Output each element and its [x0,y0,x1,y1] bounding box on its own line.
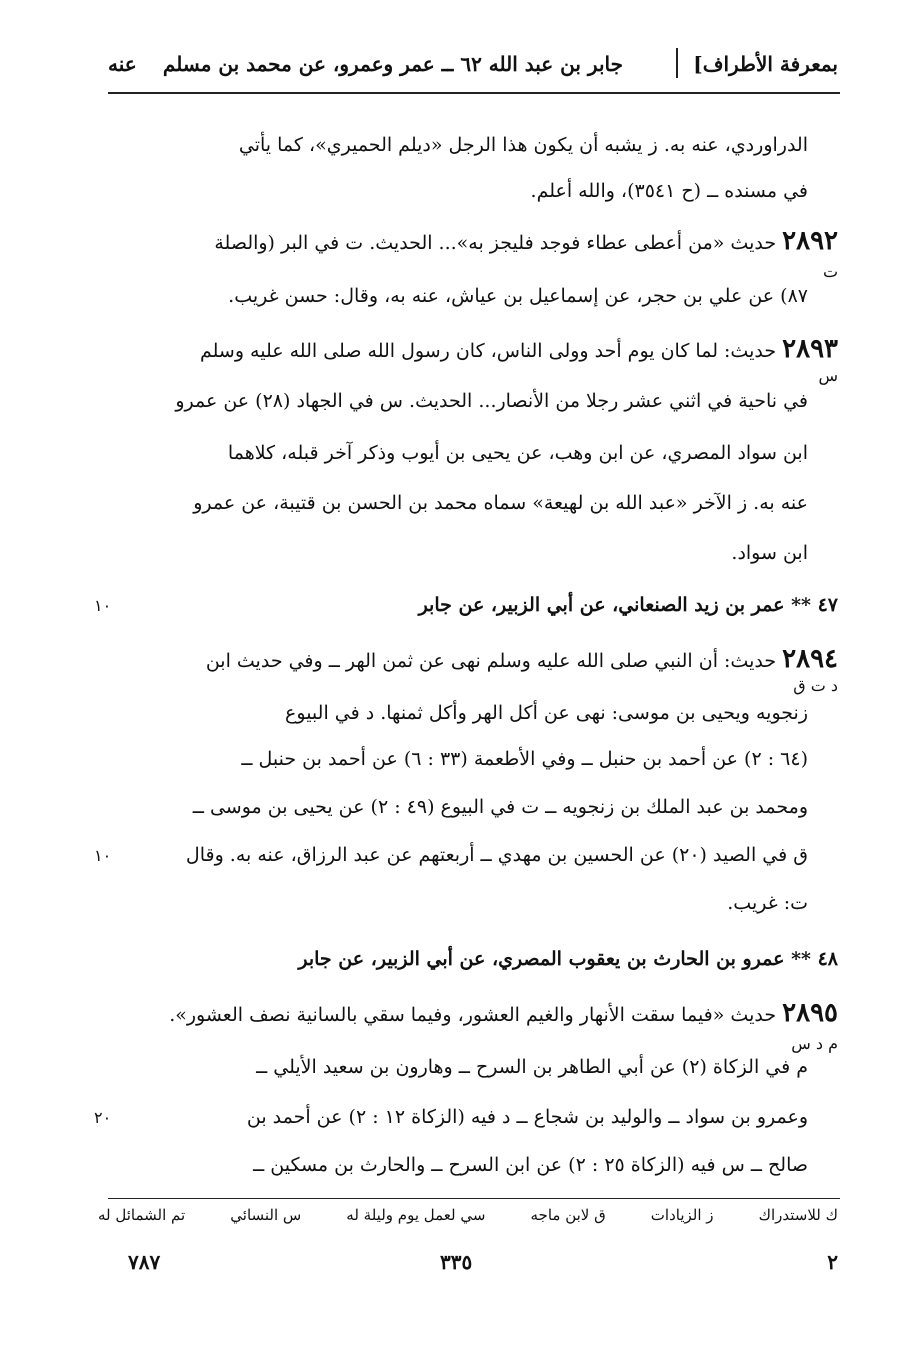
abbreviation-item: تم الشمائل له [98,1206,186,1224]
abbreviation-item: سي لعمل يوم وليلة له [346,1206,486,1224]
hadith-entry [206,646,838,674]
abbreviation-item: ز الزيادات [650,1206,714,1224]
abbreviation-key [98,1206,838,1224]
hadith-entry [169,1000,838,1028]
header-end-word: عنه [108,52,137,76]
text-line: في ناحية في اثني عشر رجلا من الأنصار... الحديث. س في الجهاد (٢٨) عن عمرو [175,390,808,412]
text-line: ت: غريب. [727,892,808,914]
text-line: صالح ــ س فيه (الزكاة ٢٥ : ٢) عن ابن السرح ــ والحارث بن مسكين ــ [253,1154,808,1176]
text-line: حديث: أن النبي صلى الله عليه وسلم نهى عن ثمن الهر ــ وفي حديث ابن [205,650,777,672]
footer-rule [108,1198,840,1199]
abbreviation-item: ك للاستدراك [758,1206,838,1224]
text-line: (٦٤ : ٢) عن أحمد بن حنبل ــ وفي الأطعمة (٣٣ : ٦) عن أحمد بن حنبل ــ [241,748,808,770]
text-line: م في الزكاة (٢) عن أبي الطاهر بن السرح ــ وهارون بن سعيد الأيلي ــ [256,1056,808,1078]
header-book-title: بمعرفة الأطراف] [693,52,838,76]
hadith-entry [200,336,838,364]
header-rule [108,92,840,94]
abbreviation-item: س النسائي [230,1206,302,1224]
text-line: ق في الصيد (٢٠) عن الحسين بن مهدي ــ أربعتهم عن عبد الرزاق، عنه به. وقال [185,844,808,866]
text-line: وعمرو بن سواد ــ والوليد بن شجاع ــ د فيه (الزكاة ١٢ : ٢) عن أحمد بن [246,1106,808,1128]
margin-line-number: ٢٠ [94,1108,112,1127]
text-line: ومحمد بن عبد الملك بن زنجويه ــ ت في البيوع (٤٩ : ٢) عن يحيى بن موسى ــ [192,796,808,818]
abbreviation-item: ق لابن ماجه [530,1206,606,1224]
margin-siglum: ت [822,262,838,281]
margin-line-number: ١٠ [94,596,112,615]
hadith-number: ٢٨٩٢ [782,226,838,256]
sequence-number: ٧٨٧ [128,1250,161,1274]
running-header [108,44,838,88]
text-line: ابن سواد المصري، عن ابن وهب، عن يحيى بن أيوب وذكر آخر قبله، كلاهما [227,442,808,464]
hadith-number: ٢٨٩٣ [782,334,838,364]
text-line: ٨٧) عن علي بن حجر، عن إسماعيل بن عياش، عنه به، وقال: حسن غريب. [228,285,808,307]
text-line: زنجويه ويحيى بن موسى: نهى عن أكل الهر وأكل ثمنها. د في البيوع [285,702,808,724]
header-divider [676,48,678,78]
hadith-number: ٢٨٩٥ [782,998,838,1028]
page-number: ٣٣٥ [440,1250,473,1274]
narrator-heading: ٤٨ ** عمرو بن الحارث بن يعقوب المصري، عن أبي الزبير، عن جابر [298,948,838,970]
text-line: ابن سواد. [731,542,808,564]
header-section-title: جابر بن عبد الله ٦٢ ــ عمر وعمرو، عن محمد بن مسلم [162,52,623,76]
text-line: حديث: لما كان يوم أحد وولى الناس، كان رسول الله صلى الله عليه وسلم [199,340,777,362]
text-line: الدراوردي، عنه به. ز يشبه أن يكون هذا الرجل «ديلم الحميري»، كما يأتي [238,134,808,156]
hadith-entry [214,228,838,256]
text-line: في مسنده ــ (ح ٣٥٤١)، والله أعلم. [530,180,808,202]
margin-siglum: م د س [791,1034,838,1053]
margin-line-number: ١٠ [94,846,112,865]
volume-number: ٢ [827,1250,838,1274]
hadith-number: ٢٨٩٤ [782,644,838,674]
text-line: حديث «فيما سقت الأنهار والغيم العشور، وفيما سقي بالسانية نصف العشور». [169,1004,777,1026]
margin-siglum: د ت ق [793,676,838,695]
text-line: حديث «من أعطى عطاء فوجد فليجز به»... الحديث. ت في البر (والصلة [214,232,777,254]
margin-siglum: س [818,366,838,385]
text-line: عنه به. ز الآخر «عبد الله بن لهيعة» سماه محمد بن الحسن بن قتيبة، عن عمرو [193,492,808,514]
narrator-heading: ٤٧ ** عمر بن زيد الصنعاني، عن أبي الزبير، عن جابر [418,594,838,616]
